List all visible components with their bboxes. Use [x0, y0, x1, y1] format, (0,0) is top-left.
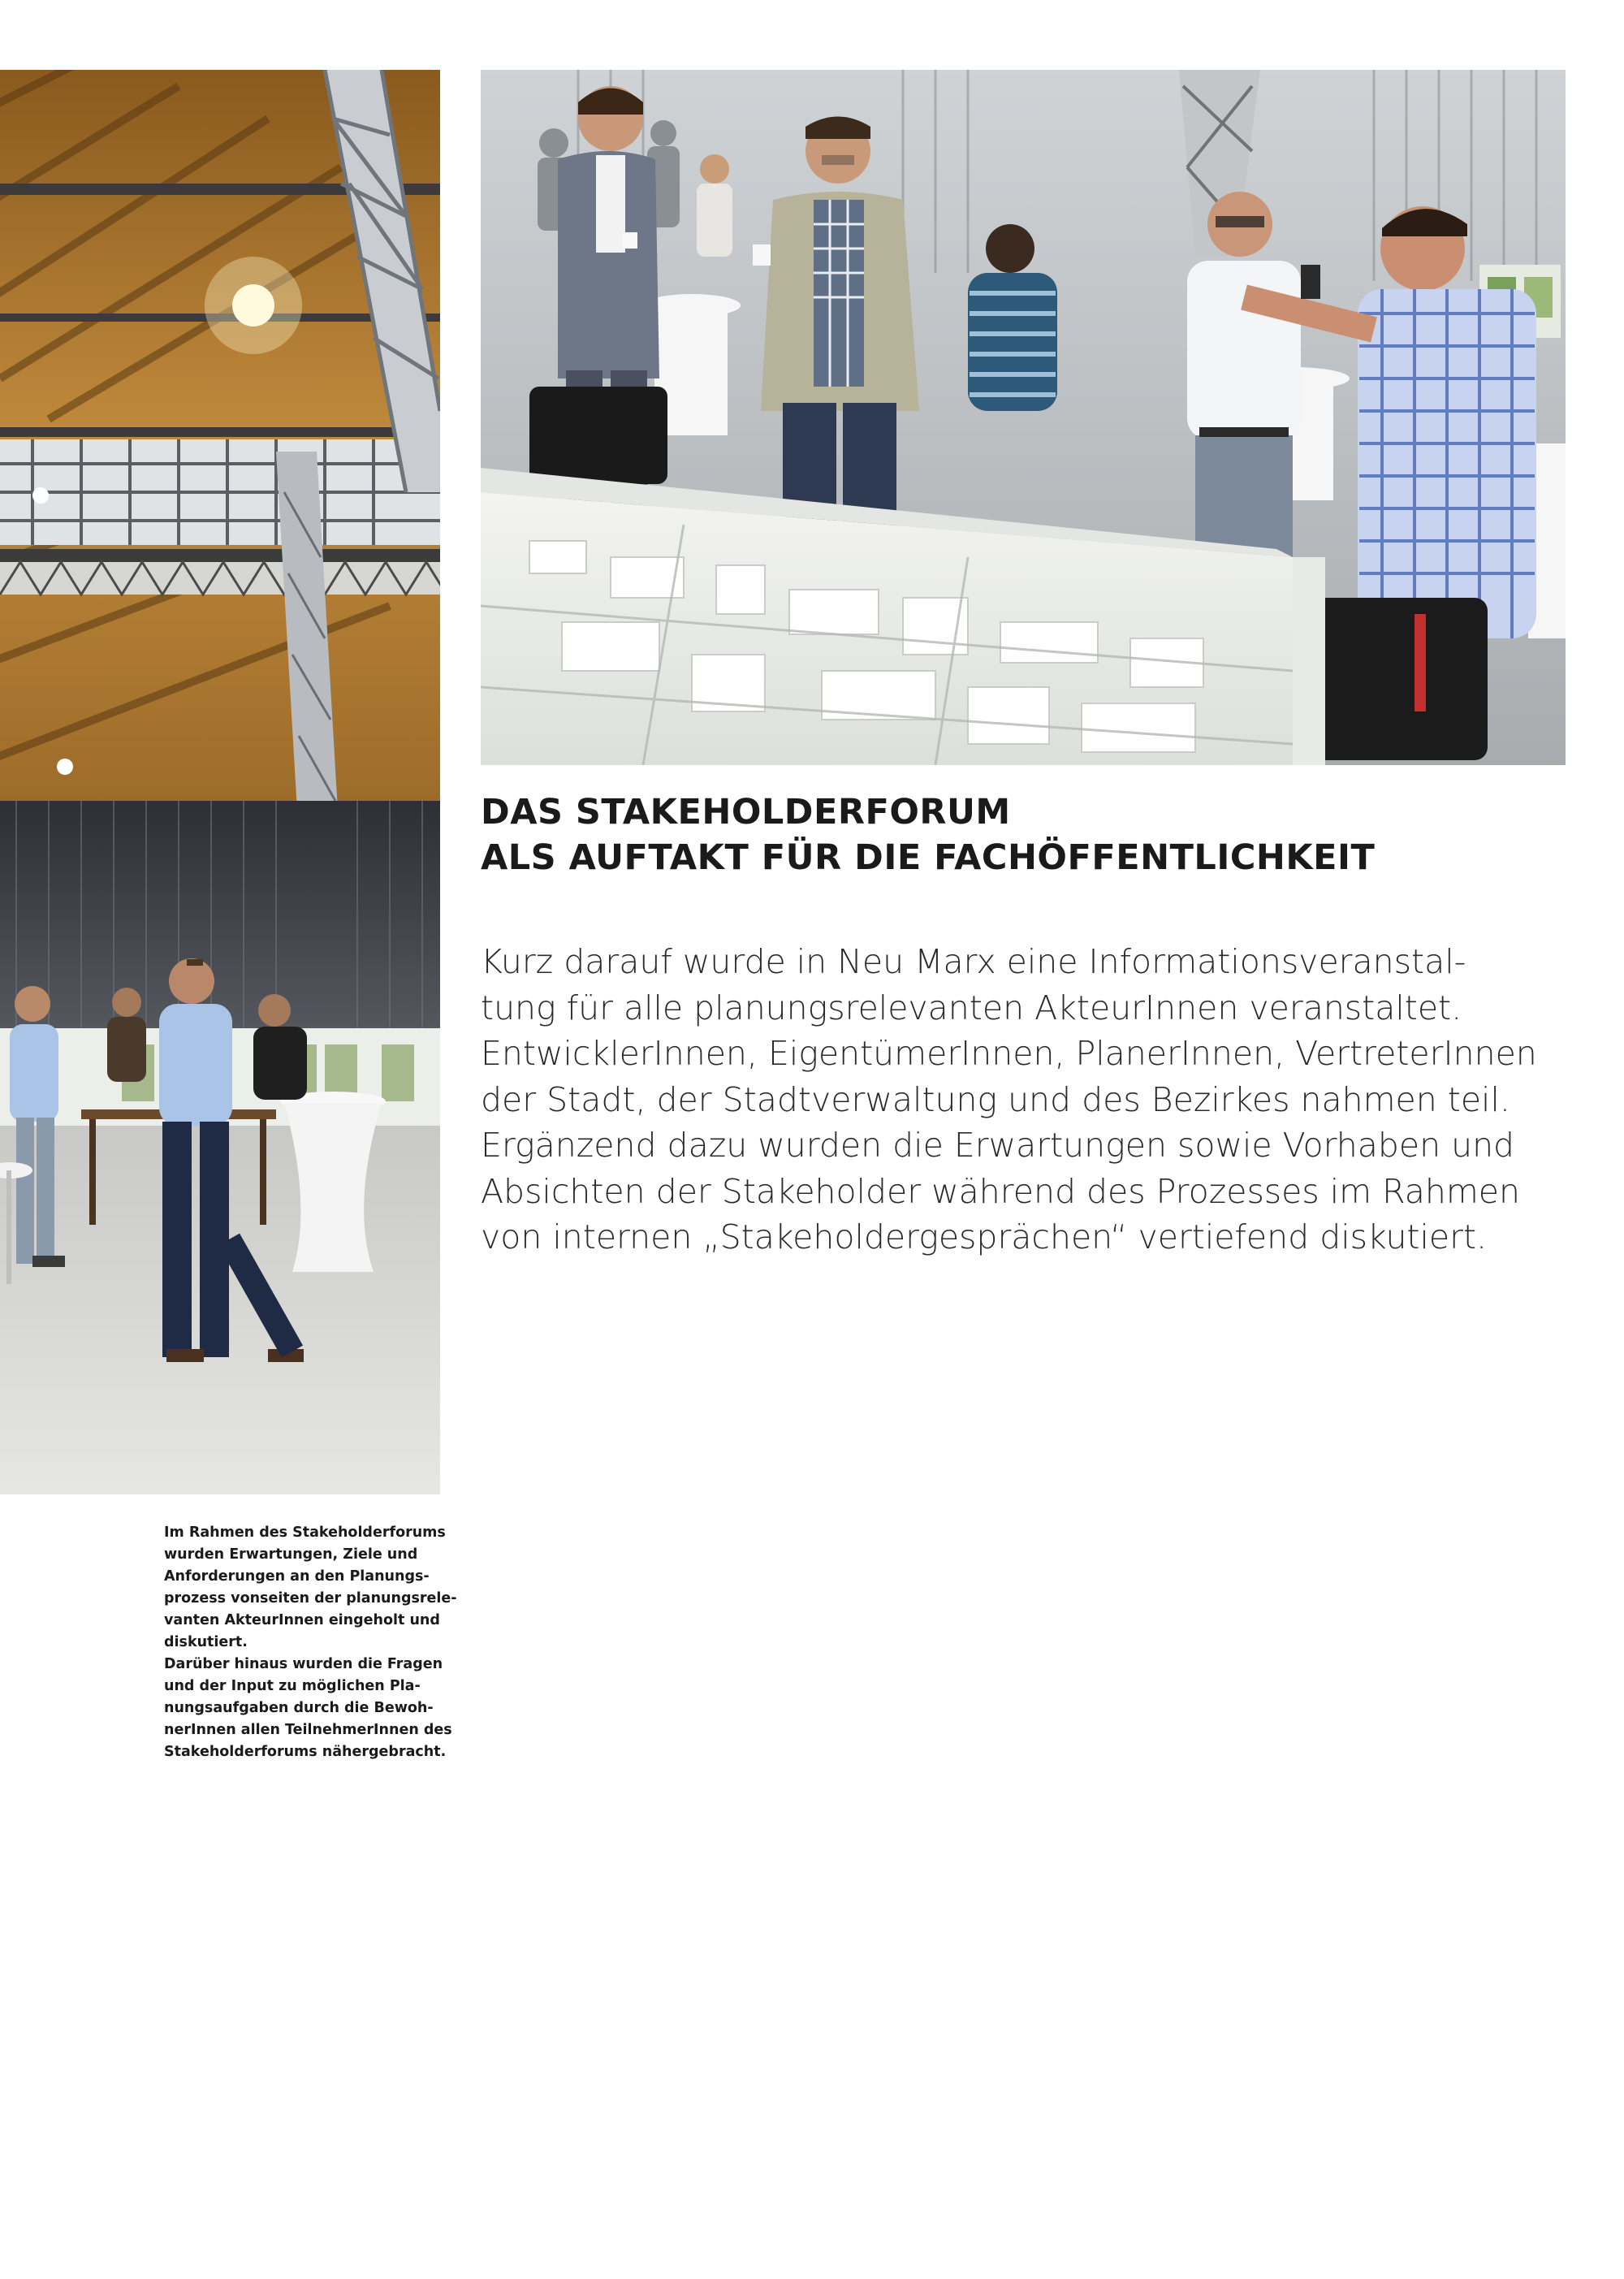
caption-line: nerInnen allen TeilnehmerInnen des: [164, 1722, 452, 1738]
body-line: tung für alle planungsrelevanten AkteurInnen veranstaltet.: [481, 988, 1462, 1027]
caption-line: prozess vonseiten der planungsrele-: [164, 1590, 457, 1607]
hall-photo-image: [0, 70, 440, 1494]
caption-line: Im Rahmen des Stakeholderforums: [164, 1524, 446, 1541]
caption-line: diskutiert.: [164, 1634, 248, 1650]
body-line: der Stadt, der Stadtverwaltung und des Bezirkes nahmen teil.: [481, 1079, 1510, 1119]
caption-line: und der Input zu möglichen Pla-: [164, 1678, 421, 1694]
section-heading: [481, 789, 1569, 880]
heading-line-2: ALS AUFTAKT FÜR DIE FACHÖFFENTLICHKEIT: [481, 837, 1376, 878]
caption-line: Darüber hinaus wurden die Fragen: [164, 1656, 443, 1672]
photo-caption: [164, 1522, 457, 1763]
person-brown: [107, 988, 146, 1082]
body-line: EntwicklerInnen, EigentümerInnen, PlanerInnen, VertreterInnen: [481, 1034, 1537, 1073]
heading-line-1: DAS STAKEHOLDERFORUM: [481, 792, 1011, 832]
body-line: Absichten der Stakeholder während des Prozesses im Rahmen: [481, 1171, 1520, 1211]
caption-line: Anforderungen an den Planungs-: [164, 1568, 430, 1585]
caption-line: nungsaufgaben durch die Bewoh-: [164, 1700, 434, 1716]
forum-photo-image: [481, 70, 1566, 765]
body-line: von internen „Stakeholdergesprächen“ vertiefend diskutiert.: [481, 1217, 1488, 1256]
caption-line: Stakeholderforums nähergebracht.: [164, 1744, 447, 1760]
caption-line: wurden Erwartungen, Ziele und: [164, 1546, 418, 1563]
body-line: Kurz darauf wurde in Neu Marx eine Informationsveranstal-: [481, 942, 1466, 981]
caption-line: vanten AkteurInnen eingeholt und: [164, 1612, 440, 1628]
forum-photo: [481, 70, 1566, 765]
body-line: Ergänzend dazu wurden die Erwartungen sowie Vorhaben und: [481, 1126, 1515, 1165]
body-paragraph: [481, 939, 1573, 1261]
hall-photo: [0, 70, 440, 1494]
